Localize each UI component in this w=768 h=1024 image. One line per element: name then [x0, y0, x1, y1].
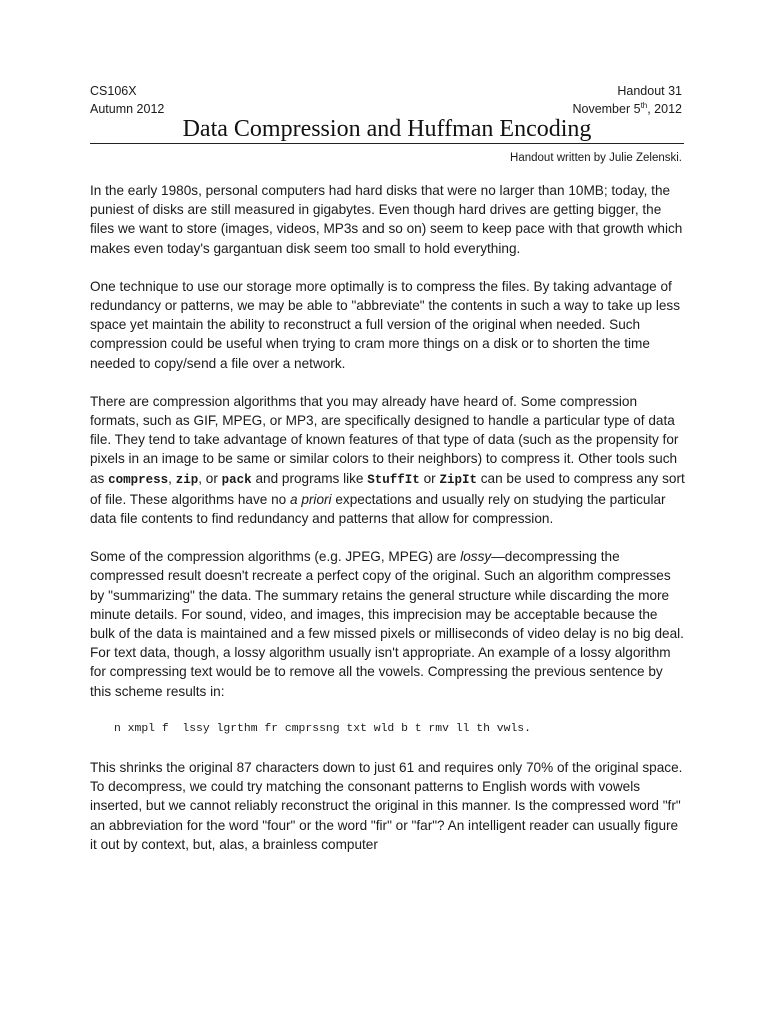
code-example: n xmpl f lssy lgrthm fr cmprssng txt wld b t rmv ll th vwls.: [114, 722, 531, 735]
term: Autumn 2012: [90, 102, 165, 116]
text-run: , or: [198, 470, 222, 486]
emphasis-a-priori: a priori: [290, 491, 332, 507]
text-run: Some of the compression algorithms (e.g. JPEG, MPEG) are: [90, 549, 461, 565]
document-body: [90, 181, 686, 873]
page-title: Data Compression and Huffman Encoding: [182, 116, 592, 142]
text-run: or: [419, 470, 440, 486]
text-run: expectations and usually rely on studying the particular data file contents to find redundancy and patterns that allow for compression.: [90, 491, 666, 527]
command-zip: zip: [175, 472, 199, 487]
title-rule: [90, 143, 684, 144]
date-suffix: , 2012: [647, 102, 682, 116]
command-pack: pack: [221, 472, 252, 487]
text-run: ,: [168, 470, 176, 486]
course-code: CS106X: [90, 84, 137, 98]
byline: Handout written by Julie Zelenski.: [510, 152, 682, 164]
program-zipit: ZipIt: [439, 472, 477, 487]
text-run: There are compression algorithms that you may already have heard of. Some compression formats, such as GIF, MPEG, or MP3, are specifically designed to handle a particular type of data file. They tend to take advantage of known features of that type of data (such as the propensity for pixels in an image to be same or similar colors to their neighbors) to compress it. Other tools such as: [90, 393, 679, 486]
header-right: [572, 82, 682, 118]
header-left: [90, 82, 164, 118]
paragraph-2: One technique to use our storage more optimally is to compress the files. By taking advantage of redundancy or patterns, we may be able to "abbreviate" the contents in such a way to take up less space yet maintain the ability to reconstruct a full version of the original when needed. Such compression could be useful when trying to cram more things on a disk or to shorten the time needed to copy/send a file over a network.: [90, 278, 680, 371]
paragraph-4: [90, 547, 686, 701]
text-run: and programs like: [251, 470, 368, 486]
command-compress: compress: [108, 472, 169, 487]
date-prefix: November 5: [572, 102, 641, 116]
date-superscript: th: [640, 100, 648, 110]
paragraph-3: [90, 392, 686, 528]
handout-number: Handout 31: [617, 84, 682, 98]
text-run: can be used to compress any sort of file. These algorithms have no: [90, 470, 685, 507]
text-run: —decompressing the compressed result doesn't recreate a perfect copy of the original. Such an algorithm compresses by "summarizing" the data. The summary retains the general structure while discarding the more minute details. For sound, video, and images, this imprecision may be acceptable because the bulk of the data is maintained and a few missed pixels or milliseconds of video delay is no big deal. For text data, though, a lossy algorithm usually isn't appropriate. An example of a lossy algorithm for compressing text would be to remove all the vowels. Compressing the previous sentence by this scheme results in:: [90, 549, 684, 699]
emphasis-lossy: lossy: [460, 549, 492, 565]
program-stuffit: StuffIt: [367, 472, 420, 487]
paragraph-5: This shrinks the original 87 characters down to just 61 and requires only 70% of the original space. To decompress, we could try matching the consonant patterns to English words with vowels inserted, but we cannot reliably reconstruct the original in this manner. Is the compressed word "fr" an abbreviation for the word "four" or the word "fir" or "far"? An intelligent reader can usually figure it out by context, but, alas, a brainless computer: [90, 760, 683, 852]
paragraph-1: In the early 1980s, personal computers had hard disks that were no larger than 10MB; today, the puniest of disks are still measured in gigabytes. Even though hard drives are getting bigger, the files we want to store (images, videos, MP3s and so on) seem to keep pace with that growth which makes even today's gargantuan disk seem too small to hold everything.: [90, 183, 683, 256]
